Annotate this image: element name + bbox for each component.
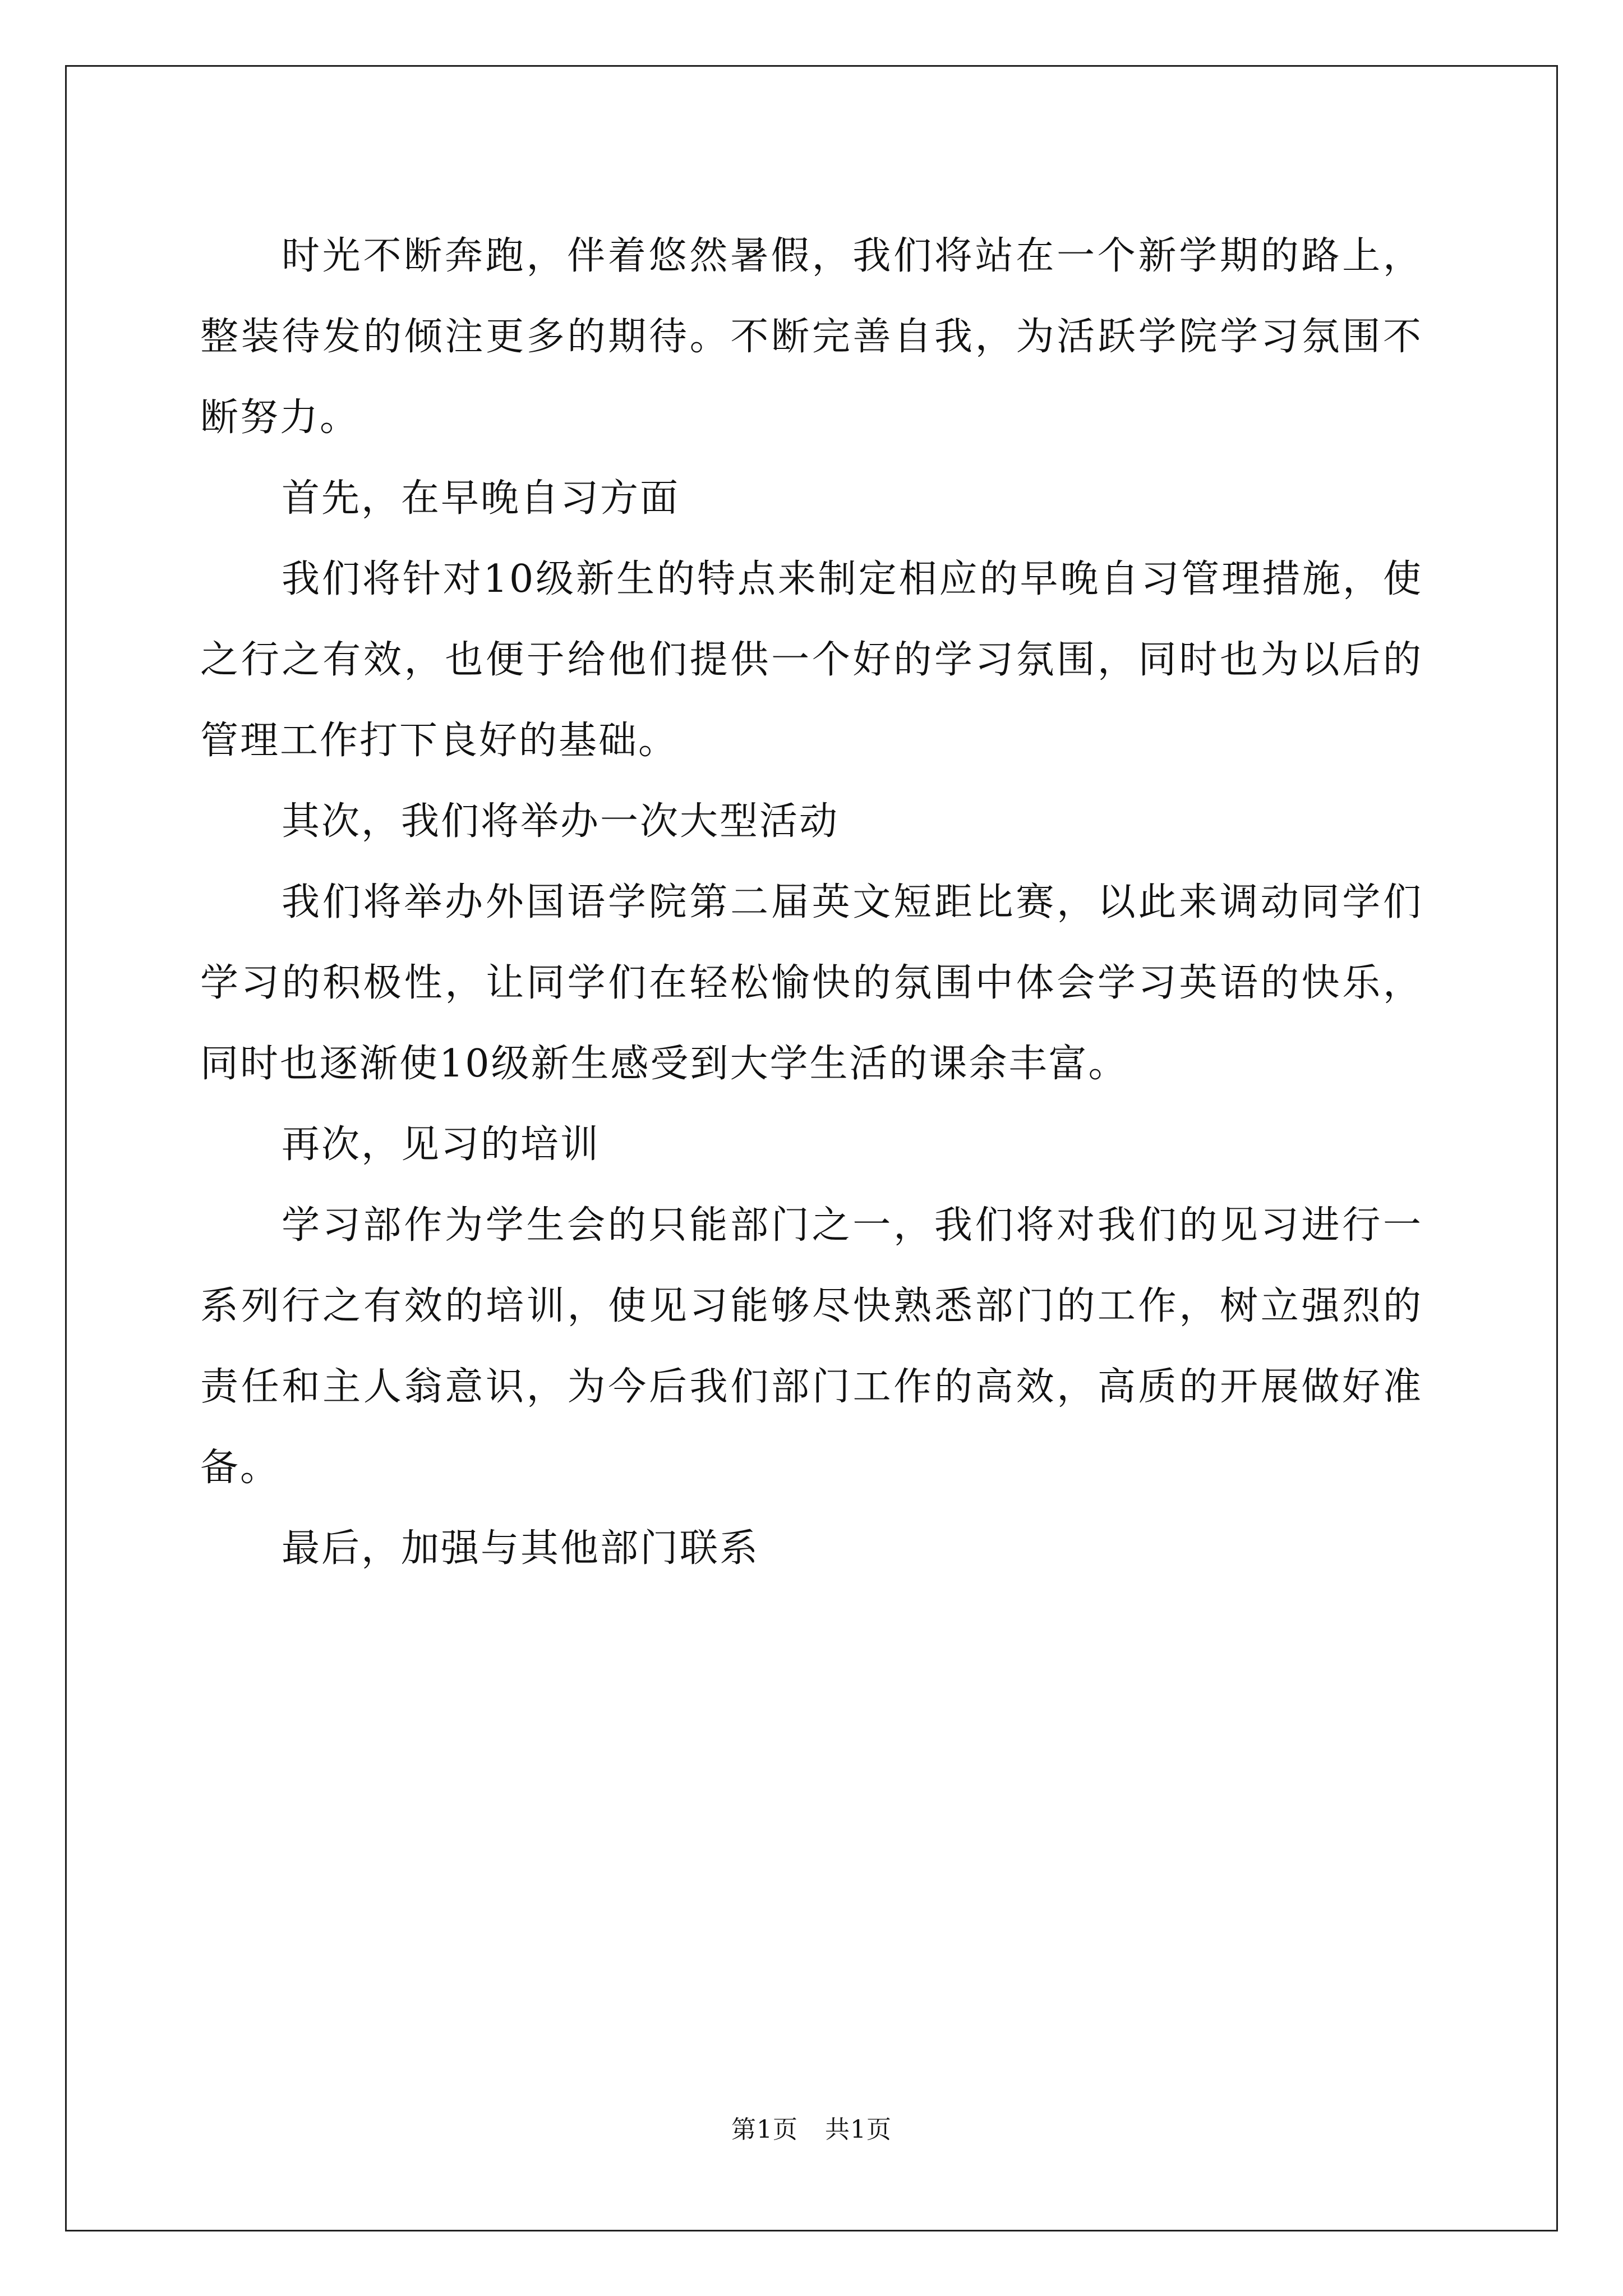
page-footer: [0, 2109, 1623, 2145]
paragraph-self-study: 我们将针对10级新生的特点来制定相应的早晚自习管理措施，使之行之有效，也便于给他们提供一个好的学习氛围，同时也为以后的管理工作打下良好的基础。: [200, 557, 1423, 763]
heading-second: 其次，我们将举办一次大型活动: [282, 799, 840, 844]
page-number-total: 共1页: [825, 2115, 892, 2144]
paragraph-training: 学习部作为学生会的只能部门之一，我们将对我们的见习进行一系列行之有效的培训，使见习能够尽快熟悉部门的工作，树立强烈的责任和主人翁意识，为今后我们部门工作的高效，高质的开展做好准备。: [200, 1203, 1423, 1490]
page-number-current: 第1页: [731, 2115, 798, 2144]
paragraph-activity: 我们将举办外国语学院第二届英文短距比赛，以此来调动同学们学习的积极性，让同学们在轻松愉快的氛围中体会学习英语的快乐，同时也逐渐使10级新生感受到大学生活的课余丰富。: [200, 880, 1423, 1086]
paragraph-intro: 时光不断奔跑，伴着悠然暑假，我们将站在一个新学期的路上，整装待发的倾注更多的期待。不断完善自我，为活跃学院学习氛围不断努力。: [200, 234, 1423, 440]
heading-last: 最后，加强与其他部门联系: [282, 1526, 760, 1571]
document-body: [200, 216, 1423, 1589]
heading-third: 再次，见习的培训: [282, 1122, 601, 1167]
heading-first: 首先，在早晚自习方面: [282, 476, 680, 521]
